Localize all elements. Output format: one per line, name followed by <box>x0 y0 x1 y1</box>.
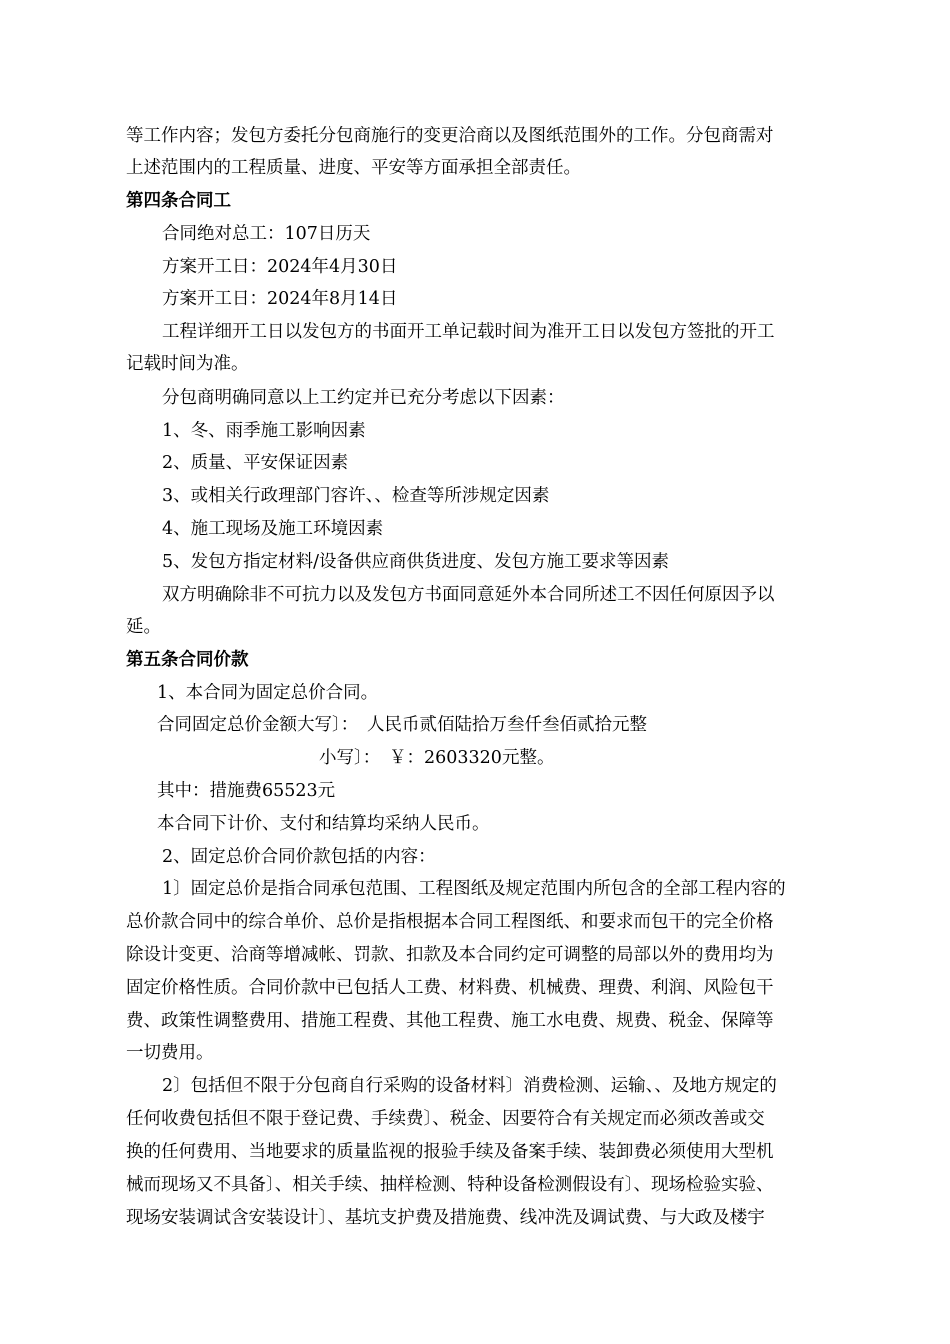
contract-amount-figures: 小写〕： ￥：2603320元整。 <box>319 748 555 768</box>
paragraph-line: 双方明确除非不可抗力以及发包方书面同意延外本合同所述工不因任何原因予以 <box>162 585 775 605</box>
paragraph-line: 1〕固定总价是指合同承包范围、工程图纸及规定范围内所包含的全部工程内容的 <box>162 879 786 899</box>
list-item: 3、或相关行政理部门容许、、检查等所涉规定因素 <box>162 486 550 506</box>
paragraph-line: 固定价格性质。合同价款中已包括人工费、材料费、机械费、理费、利润、风险包干 <box>126 978 774 998</box>
paragraph-line: 现场安装调试含安装设计〕、基坑支护费及措施费、线冲洗及调试费、与大政及楼宇 <box>126 1208 765 1228</box>
paragraph-line: 2〕包括但不限于分包商自行采购的设备材料〕消费检测、运输、、及地方规定的 <box>162 1076 777 1096</box>
paragraph-line: 本合同下计价、支付和结算均采纳人民币。 <box>157 814 490 834</box>
contract-amount-words: 合同固定总价金额大写〕： 人民币贰佰陆拾万叁仟叁佰贰拾元整 <box>157 715 647 735</box>
paragraph-line: 方案开工日：2024年4月30日 <box>162 257 398 277</box>
section-heading-article-4: 第四条合同工 <box>126 191 231 211</box>
list-item: 4、施工现场及施工环境因素 <box>162 519 384 539</box>
paragraph-line: 械而现场又不具备〕、相关手续、抽样检测、特种设备检测假设有〕、现场检验实验、 <box>126 1175 774 1195</box>
paragraph-line: 总价款合同中的综合单价、总价是指根据本合同工程图纸、和要求而包干的完全价格 <box>126 912 774 932</box>
paragraph-line: 分包商明确同意以上工约定并已充分考虑以下因素： <box>162 388 565 408</box>
paragraph-line: 一切费用。 <box>126 1043 214 1063</box>
section-heading-article-5: 第五条合同价款 <box>126 650 249 670</box>
paragraph-line: 合同绝对总工：107日历天 <box>162 224 371 244</box>
paragraph-line: 2、固定总价合同价款包括的内容： <box>162 847 436 867</box>
paragraph-line: 1、本合同为固定总价合同。 <box>157 683 379 703</box>
measures-fee: 其中：措施费65523元 <box>157 781 336 801</box>
paragraph-line: 任何收费包括但不限于登记费、手续费〕、税金、因要符合有关规定而必须改善或交 <box>126 1109 765 1129</box>
paragraph-line: 换的任何费用、当地要求的质量监视的报验手续及备案手续、装卸费必须使用大型机 <box>126 1142 774 1162</box>
paragraph-line: 除设计变更、洽商等增减帐、罚款、扣款及本合同约定可调整的局部以外的费用均为 <box>126 945 774 965</box>
list-item: 5、发包方指定材料/设备供应商供货进度、发包方施工要求等因素 <box>162 552 670 572</box>
paragraph-line: 记载时间为准。 <box>126 354 249 374</box>
paragraph-line: 延。 <box>126 617 161 637</box>
paragraph-line: 方案开工日：2024年8月14日 <box>162 289 398 309</box>
list-item: 2、质量、平安保证因素 <box>162 453 349 473</box>
paragraph-line: 费、政策性调整费用、措施工程费、其他工程费、施工水电费、规费、税金、保障等 <box>126 1011 774 1031</box>
paragraph-line: 等工作内容；发包方委托分包商施行的变更洽商以及图纸范围外的工作。分包商需对 <box>126 126 774 146</box>
paragraph-line: 工程详细开工日以发包方的书面开工单记载时间为准开工日以发包方签批的开工 <box>162 322 775 342</box>
list-item: 1、冬、雨季施工影响因素 <box>162 421 366 441</box>
paragraph-line: 上述范围内的工程质量、进度、平安等方面承担全部责任。 <box>126 158 581 178</box>
